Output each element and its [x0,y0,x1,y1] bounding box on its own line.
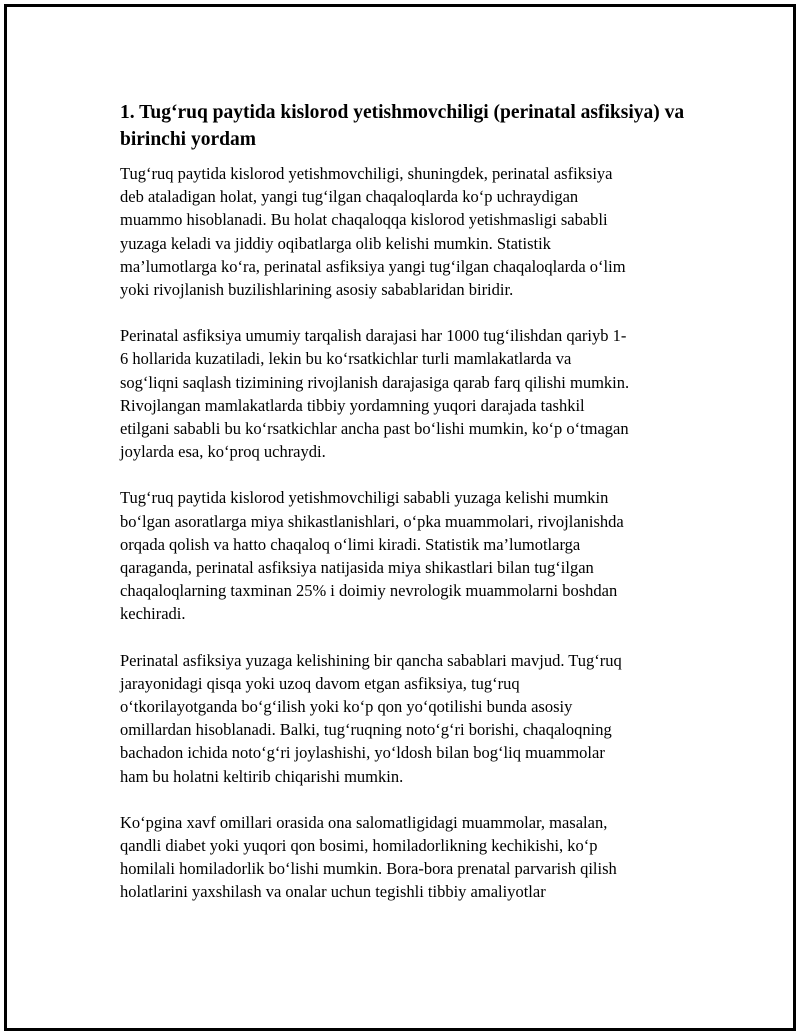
paragraph-2: Perinatal asfiksiya umumiy tarqalish darajasi har 1000 tug‘ilishdan qariyb 1- 6 hollarida kuzatiladi, lekin bu ko‘rsatkichlar turli mamlakatlarda va sog‘liqni saqlash tizimining rivojlanish darajasiga qarab farq qilishi mumkin. Rivojlangan mamlakatlarda tibbiy yordamning yuqori darajada tashkil etilgani sababli bu ko‘rsatkichlar ancha past bo‘lishi mumkin, ko‘p o‘tmagan joylarda esa, ko‘proq uchraydi. [120,326,630,462]
paragraph-3: Tug‘ruq paytida kislorod yetishmovchiligi sababli yuzaga kelishi mumkin bo‘lgan asoratlarga miya shikastlanishlari, o‘pka muammolari, rivojlanishda orqada qolish va hatto chaqaloq o‘limi kiradi. Statistik ma’lumotlarga qaraganda, perinatal asfiksiya natijasida miya shikastlari bilan tug‘ilgan chaqaloqlarning taxminan 25% i doimiy nevrologik muammolarni boshdan kechiradi. [120,488,624,624]
document-page [4,4,796,1031]
paragraph-1: Tug‘ruq paytida kislorod yetishmovchiligi, shuningdek, perinatal asfiksiya deb ataladigan holat, yangi tug‘ilgan chaqaloqlarda ko‘p uchraydigan muammo hisoblanadi. Bu holat chaqaloqqa kislorod yetishmasligi sababli yuzaga keladi va jiddiy oqibatlarga olib kelishi mumkin. Statistik ma’lumotlarga ko‘ra, perinatal asfiksiya yangi tug‘ilgan chaqaloqlarda o‘lim yoki rivojlanish buzilishlarining asosiy sabablaridan biridir. [120,164,626,300]
section-heading: 1. Tug‘ruq paytida kislorod yetishmovchiligi (perinatal asfiksiya) va birinchi yordam [120,102,685,150]
paragraph-4: Perinatal asfiksiya yuzaga kelishining bir qancha sabablari mavjud. Tug‘ruq jarayonidagi qisqa yoki uzoq davom etgan asfiksiya, tug‘ruq o‘tkorilayotganda bo‘g‘ilish yoki ko‘p qon yo‘qotilishi bunda asosiy omillardan hisoblanadi. Balki, tug‘ruqning noto‘g‘ri borishi, chaqaloqning bachadon ichida noto‘g‘ri joylashishi, yo‘ldosh bilan bog‘liq muammolar ham bu holatni keltirib chiqarishi mumkin. [120,650,622,786]
document-content [120,99,695,904]
paragraph-5: Ko‘pgina xavf omillari orasida ona salomatligidagi muammolar, masalan, qandli diabet yoki yuqori qon bosimi, homiladorlikning kechikishi, ko‘p homilali homiladorlik bo‘lishi mumkin. Bora-bora prenatal parvarish qilish holatlarini yaxshilash va onalar uchun tegishli tibbiy amaliyotlar [120,812,617,902]
